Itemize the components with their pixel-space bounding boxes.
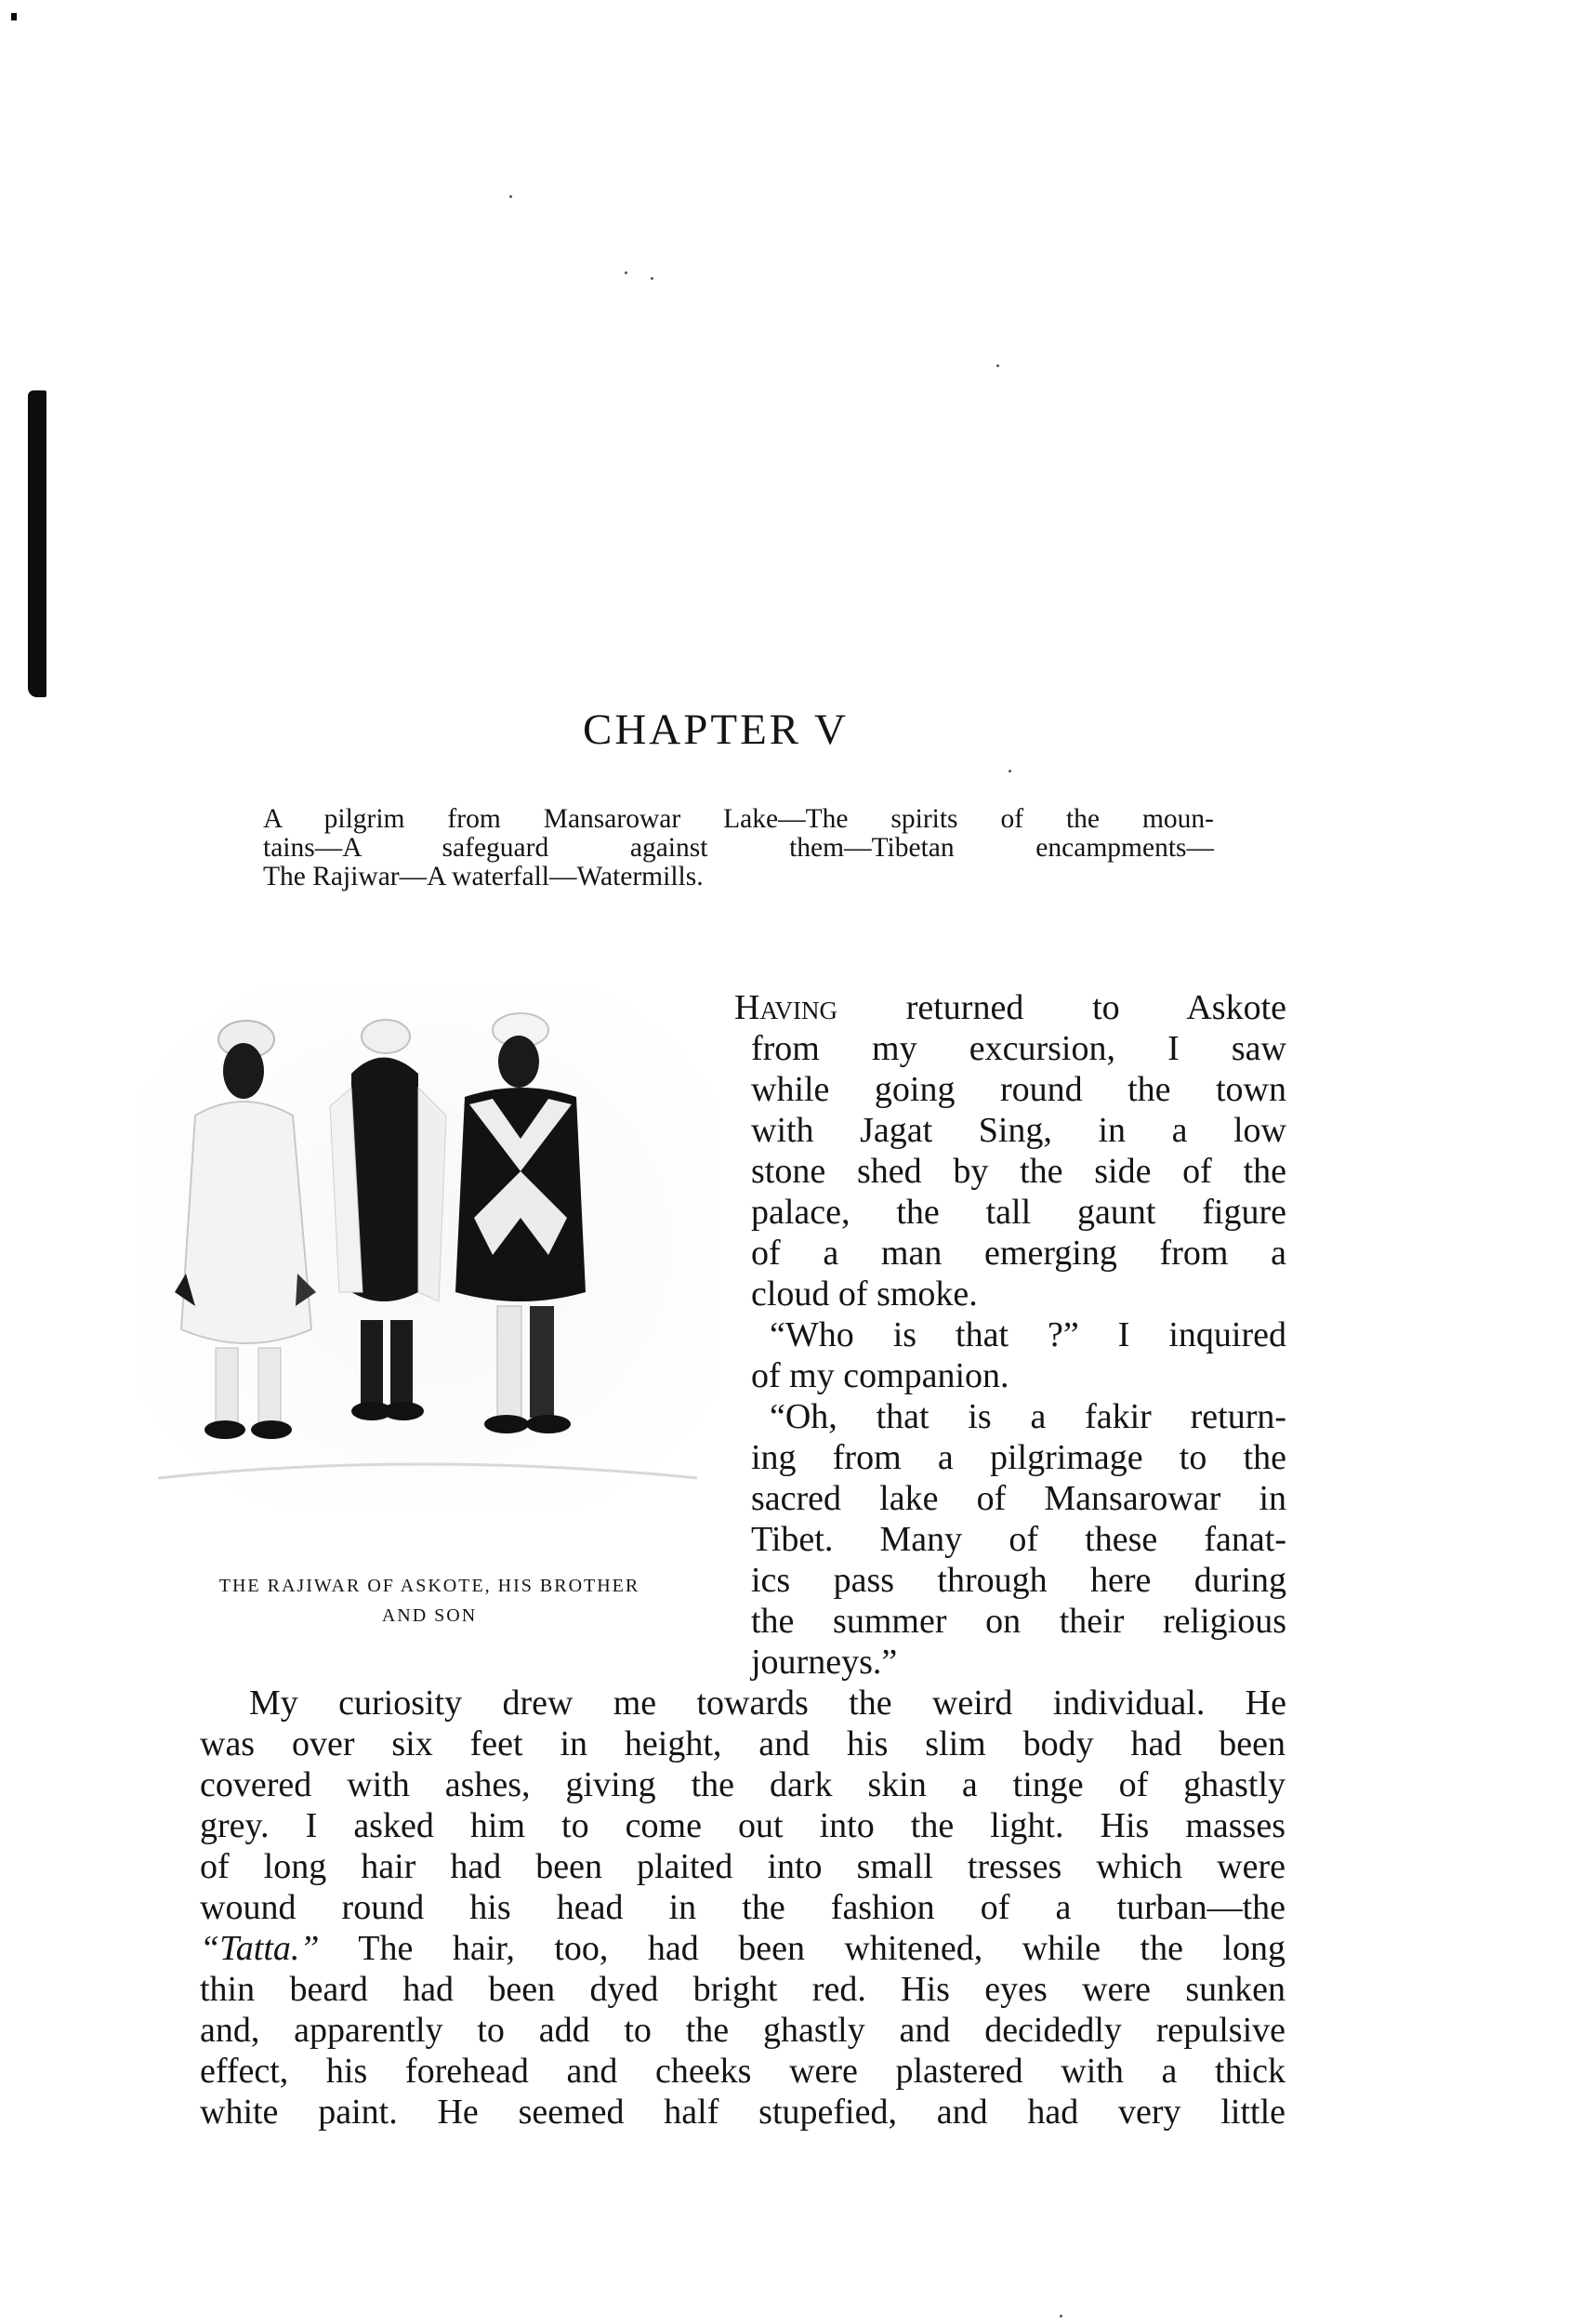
body-line: journeys.” (751, 1643, 898, 1682)
body-line: the summer on their religious (751, 1602, 1286, 1641)
body-line: from my excursion, I saw (751, 1029, 1286, 1068)
body-line: grey. I asked him to come out into the light. His masses (200, 1806, 1286, 1845)
body-line: ing from a pilgrimage to the (751, 1438, 1286, 1477)
illustration-caption (141, 1571, 718, 1631)
summary-line: tains—A safeguard against them—Tibetan encampments— (263, 833, 1214, 863)
opening-rest: returned to Askote (837, 988, 1286, 1027)
body-line: of my companion. (751, 1356, 1009, 1395)
body-line: “Who is that ?” I inquired (770, 1315, 1286, 1354)
chapter-title: CHAPTER V (583, 706, 849, 754)
rajiwar-photograph (139, 985, 716, 1506)
scan-margin-mark (28, 390, 46, 697)
body-line: ics pass through here during (751, 1561, 1286, 1600)
body-line: sacred lake of Mansarowar in (751, 1479, 1286, 1518)
body-line: cloud of smoke. (751, 1274, 978, 1314)
opening-word: Having (734, 988, 837, 1027)
tatta-word: “Tatta.” (200, 1929, 320, 1968)
body-line: and, apparently to add to the ghastly and decidedly repulsive (200, 2011, 1286, 2050)
scan-corner-mark (11, 13, 17, 20)
chapter-summary (263, 805, 1214, 891)
body-line: of a man emerging from a (751, 1234, 1286, 1273)
scan-speck (509, 195, 512, 198)
body-line: covered with ashes, giving the dark skin a tinge of ghastly (200, 1765, 1286, 1804)
tatta-rest: The hair, too, had been whitened, while the long (319, 1929, 1286, 1968)
summary-line: A pilgrim from Mansarowar Lake—The spirits of the moun- (263, 804, 1214, 834)
body-line: was over six feet in height, and his slim body had been (200, 1724, 1286, 1763)
scan-speck (996, 364, 999, 367)
caption-line: THE RAJIWAR OF ASKOTE, HIS BROTHER (218, 1576, 640, 1596)
body-line: with Jagat Sing, in a low (751, 1111, 1286, 1150)
summary-line: The Rajiwar—A waterfall—Watermills. (263, 862, 704, 891)
body-line: effect, his forehead and cheeks were plastered with a thick (200, 2052, 1286, 2091)
caption-line: AND SON (381, 1605, 478, 1626)
body-line (734, 987, 1286, 1028)
body-line: white paint. He seemed half stupefied, and had very little (200, 2093, 1286, 2132)
body-line: while going round the town (751, 1070, 1286, 1109)
scan-speck (1009, 770, 1011, 772)
scan-speck (651, 277, 653, 280)
body-line: “Oh, that is a fakir return- (770, 1397, 1286, 1436)
body-line: wound round his head in the fashion of a turban—the (200, 1888, 1286, 1927)
body-line: stone shed by the side of the (751, 1152, 1286, 1191)
body-line (200, 1928, 1286, 1969)
body-line: thin beard had been dyed bright red. His eyes were sunken (200, 1970, 1286, 2009)
body-line: Tibet. Many of these fanat- (751, 1520, 1286, 1559)
body-line: palace, the tall gaunt figure (751, 1193, 1286, 1232)
scan-speck (625, 271, 627, 274)
body-line: of long hair had been plaited into small tresses which were (200, 1847, 1286, 1886)
body-line: My curiosity drew me towards the weird individual. He (249, 1684, 1286, 1723)
scan-speck (1060, 2315, 1062, 2317)
